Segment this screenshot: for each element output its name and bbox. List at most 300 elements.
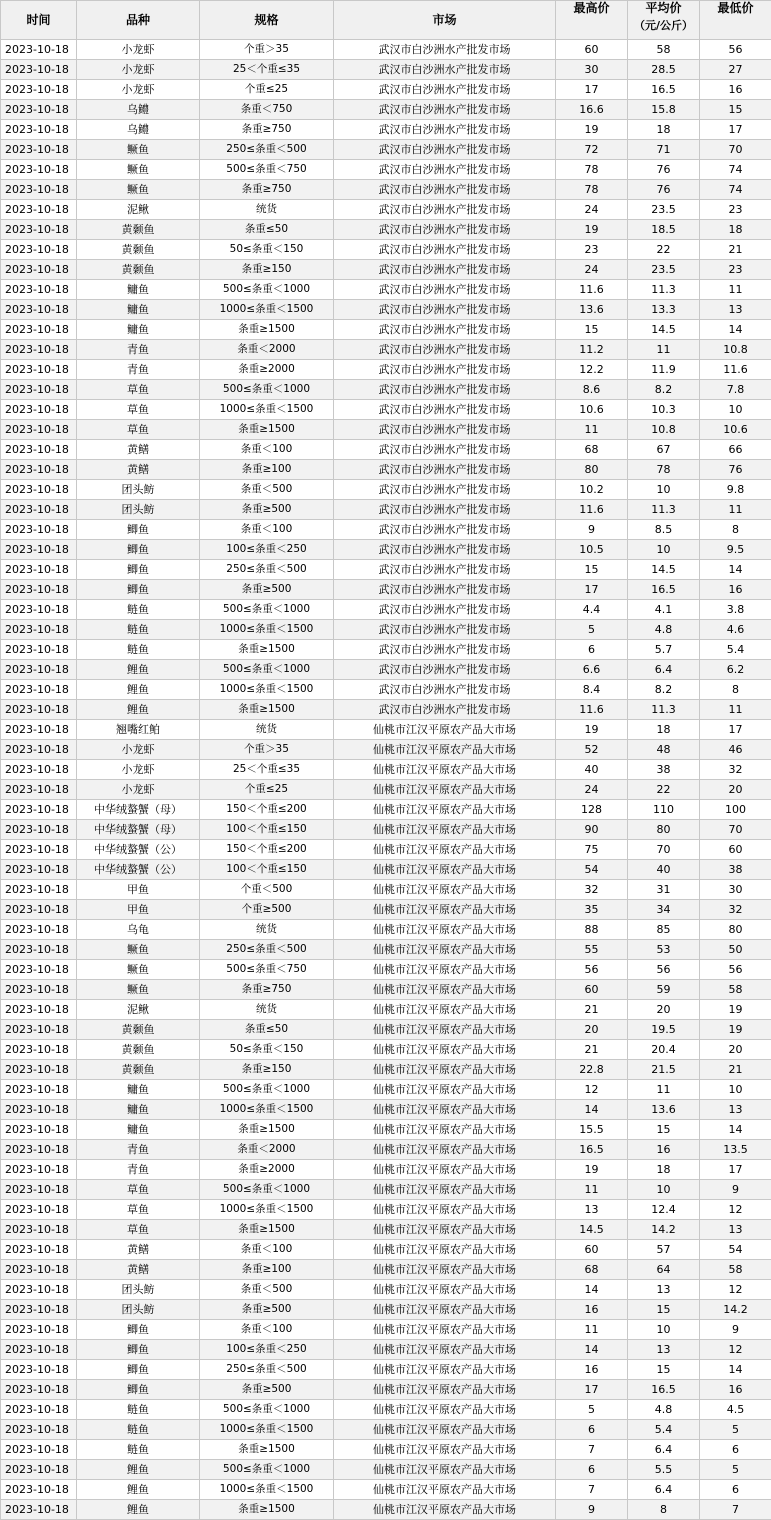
cell-time: 2023-10-18 — [1, 800, 77, 820]
cell-max-price: 19 — [556, 720, 628, 740]
cell-variety: 中华绒螯蟹（母） — [77, 820, 200, 840]
cell-spec: 250≤条重＜500 — [200, 140, 334, 160]
cell-market: 仙桃市江汉平原农产品大市场 — [334, 1220, 556, 1240]
table-row — [1, 460, 771, 480]
cell-avg-price: 14.2 — [628, 1220, 700, 1240]
cell-max-price: 19 — [556, 120, 628, 140]
cell-max-price: 10.2 — [556, 480, 628, 500]
cell-market: 武汉市白沙洲水产批发市场 — [334, 200, 556, 220]
cell-time: 2023-10-18 — [1, 700, 77, 720]
cell-market: 仙桃市江汉平原农产品大市场 — [334, 1280, 556, 1300]
cell-max-price: 10.6 — [556, 400, 628, 420]
cell-spec: 条重≥500 — [200, 1300, 334, 1320]
cell-variety: 小龙虾 — [77, 780, 200, 800]
cell-spec: 100＜个重≤150 — [200, 860, 334, 880]
cell-time: 2023-10-18 — [1, 720, 77, 740]
table-row — [1, 1280, 771, 1300]
cell-avg-price: 58 — [628, 40, 700, 60]
cell-avg-price: 14.5 — [628, 320, 700, 340]
cell-avg-price: 15.8 — [628, 100, 700, 120]
cell-spec: 500≤条重＜1000 — [200, 660, 334, 680]
cell-avg-price: 6.4 — [628, 660, 700, 680]
table-row — [1, 680, 771, 700]
cell-market: 仙桃市江汉平原农产品大市场 — [334, 1460, 556, 1480]
cell-variety: 中华绒螯蟹（公） — [77, 840, 200, 860]
cell-time: 2023-10-18 — [1, 1220, 77, 1240]
cell-spec: 条重≥1500 — [200, 640, 334, 660]
cell-time: 2023-10-18 — [1, 540, 77, 560]
cell-spec: 100＜个重≤150 — [200, 820, 334, 840]
cell-min-price: 23 — [700, 260, 771, 280]
cell-avg-price: 16 — [628, 1140, 700, 1160]
cell-market: 武汉市白沙洲水产批发市场 — [334, 640, 556, 660]
cell-max-price: 60 — [556, 1240, 628, 1260]
table-row — [1, 1000, 771, 1020]
cell-max-price: 32 — [556, 880, 628, 900]
cell-max-price: 14 — [556, 1100, 628, 1120]
cell-time: 2023-10-18 — [1, 1060, 77, 1080]
cell-min-price: 56 — [700, 40, 771, 60]
cell-variety: 鳜鱼 — [77, 160, 200, 180]
cell-min-price: 13.5 — [700, 1140, 771, 1160]
cell-max-price: 7 — [556, 1480, 628, 1500]
cell-min-price: 27 — [700, 60, 771, 80]
cell-market: 仙桃市江汉平原农产品大市场 — [334, 780, 556, 800]
cell-avg-price: 40 — [628, 860, 700, 880]
cell-spec: 条重≤50 — [200, 220, 334, 240]
table-row — [1, 500, 771, 520]
cell-market: 仙桃市江汉平原农产品大市场 — [334, 1360, 556, 1380]
cell-time: 2023-10-18 — [1, 160, 77, 180]
cell-max-price: 30 — [556, 60, 628, 80]
cell-min-price: 50 — [700, 940, 771, 960]
cell-avg-price: 13.6 — [628, 1100, 700, 1120]
cell-min-price: 16 — [700, 580, 771, 600]
cell-market: 仙桃市江汉平原农产品大市场 — [334, 820, 556, 840]
cell-variety: 鲢鱼 — [77, 600, 200, 620]
cell-variety: 黄鳝 — [77, 460, 200, 480]
table-row — [1, 40, 771, 60]
cell-min-price: 13 — [700, 1100, 771, 1120]
cell-variety: 泥鳅 — [77, 200, 200, 220]
cell-market: 仙桃市江汉平原农产品大市场 — [334, 940, 556, 960]
cell-max-price: 8.4 — [556, 680, 628, 700]
cell-max-price: 52 — [556, 740, 628, 760]
cell-spec: 条重≥750 — [200, 180, 334, 200]
cell-avg-price: 20 — [628, 1000, 700, 1020]
cell-max-price: 24 — [556, 780, 628, 800]
cell-avg-price: 5.5 — [628, 1460, 700, 1480]
cell-min-price: 16 — [700, 1380, 771, 1400]
cell-spec: 条重＜100 — [200, 1240, 334, 1260]
cell-market: 武汉市白沙洲水产批发市场 — [334, 300, 556, 320]
cell-avg-price: 23.5 — [628, 260, 700, 280]
cell-variety: 鲫鱼 — [77, 1380, 200, 1400]
cell-spec: 500≤条重＜1000 — [200, 280, 334, 300]
cell-market: 仙桃市江汉平原农产品大市场 — [334, 1440, 556, 1460]
cell-spec: 条重≥1500 — [200, 1220, 334, 1240]
cell-min-price: 17 — [700, 120, 771, 140]
cell-time: 2023-10-18 — [1, 500, 77, 520]
cell-max-price: 16 — [556, 1360, 628, 1380]
cell-avg-price: 57 — [628, 1240, 700, 1260]
cell-min-price: 13 — [700, 1220, 771, 1240]
cell-time: 2023-10-18 — [1, 1140, 77, 1160]
cell-market: 仙桃市江汉平原农产品大市场 — [334, 840, 556, 860]
cell-time: 2023-10-18 — [1, 1020, 77, 1040]
cell-min-price: 14 — [700, 1120, 771, 1140]
cell-avg-price: 11.3 — [628, 500, 700, 520]
cell-variety: 黄颡鱼 — [77, 1060, 200, 1080]
cell-variety: 甲鱼 — [77, 900, 200, 920]
header-min-price: 最低价 — [700, 1, 771, 40]
cell-market: 武汉市白沙洲水产批发市场 — [334, 160, 556, 180]
cell-avg-price: 80 — [628, 820, 700, 840]
cell-variety: 鳙鱼 — [77, 280, 200, 300]
cell-max-price: 14.5 — [556, 1220, 628, 1240]
cell-market: 武汉市白沙洲水产批发市场 — [334, 700, 556, 720]
cell-time: 2023-10-18 — [1, 1100, 77, 1120]
cell-avg-price: 70 — [628, 840, 700, 860]
cell-variety: 小龙虾 — [77, 80, 200, 100]
cell-variety: 鳜鱼 — [77, 960, 200, 980]
cell-time: 2023-10-18 — [1, 840, 77, 860]
cell-spec: 条重≥1500 — [200, 1120, 334, 1140]
table-body — [1, 40, 771, 1520]
cell-min-price: 9 — [700, 1180, 771, 1200]
cell-avg-price: 85 — [628, 920, 700, 940]
cell-time: 2023-10-18 — [1, 420, 77, 440]
cell-avg-price: 110 — [628, 800, 700, 820]
cell-min-price: 23 — [700, 200, 771, 220]
cell-variety: 鲫鱼 — [77, 580, 200, 600]
cell-time: 2023-10-18 — [1, 860, 77, 880]
cell-market: 仙桃市江汉平原农产品大市场 — [334, 1120, 556, 1140]
table-row — [1, 1380, 771, 1400]
cell-time: 2023-10-18 — [1, 820, 77, 840]
cell-avg-price: 59 — [628, 980, 700, 1000]
cell-variety: 中华绒螯蟹（公） — [77, 860, 200, 880]
cell-spec: 条重≥150 — [200, 1060, 334, 1080]
cell-avg-price: 19.5 — [628, 1020, 700, 1040]
cell-time: 2023-10-18 — [1, 100, 77, 120]
cell-avg-price: 22 — [628, 240, 700, 260]
cell-variety: 小龙虾 — [77, 40, 200, 60]
cell-time: 2023-10-18 — [1, 220, 77, 240]
cell-max-price: 11 — [556, 1320, 628, 1340]
cell-market: 武汉市白沙洲水产批发市场 — [334, 600, 556, 620]
cell-market: 武汉市白沙洲水产批发市场 — [334, 180, 556, 200]
cell-spec: 25＜个重≤35 — [200, 760, 334, 780]
cell-spec: 1000≤条重＜1500 — [200, 1480, 334, 1500]
table-row — [1, 740, 771, 760]
cell-avg-price: 34 — [628, 900, 700, 920]
cell-max-price: 17 — [556, 580, 628, 600]
cell-market: 仙桃市江汉平原农产品大市场 — [334, 1160, 556, 1180]
table-row — [1, 160, 771, 180]
cell-time: 2023-10-18 — [1, 520, 77, 540]
cell-spec: 100≤条重＜250 — [200, 1340, 334, 1360]
cell-time: 2023-10-18 — [1, 60, 77, 80]
cell-spec: 50≤条重＜150 — [200, 240, 334, 260]
table-row — [1, 280, 771, 300]
table-row — [1, 380, 771, 400]
cell-avg-price: 10 — [628, 1320, 700, 1340]
cell-avg-price: 18.5 — [628, 220, 700, 240]
cell-variety: 鲫鱼 — [77, 560, 200, 580]
cell-max-price: 13.6 — [556, 300, 628, 320]
cell-avg-price: 10 — [628, 1180, 700, 1200]
cell-variety: 鲢鱼 — [77, 1420, 200, 1440]
cell-min-price: 12 — [700, 1340, 771, 1360]
cell-time: 2023-10-18 — [1, 400, 77, 420]
cell-max-price: 78 — [556, 180, 628, 200]
header-row — [1, 1, 771, 40]
cell-market: 仙桃市江汉平原农产品大市场 — [334, 720, 556, 740]
table-row — [1, 360, 771, 380]
cell-time: 2023-10-18 — [1, 1160, 77, 1180]
table-row — [1, 560, 771, 580]
cell-avg-price: 18 — [628, 1160, 700, 1180]
cell-max-price: 11.6 — [556, 700, 628, 720]
cell-time: 2023-10-18 — [1, 1240, 77, 1260]
cell-min-price: 20 — [700, 1040, 771, 1060]
table-row — [1, 220, 771, 240]
cell-spec: 条重≥100 — [200, 460, 334, 480]
cell-avg-price: 76 — [628, 180, 700, 200]
cell-variety: 鳙鱼 — [77, 320, 200, 340]
table-row — [1, 860, 771, 880]
cell-variety: 黄颡鱼 — [77, 1020, 200, 1040]
cell-time: 2023-10-18 — [1, 1360, 77, 1380]
cell-time: 2023-10-18 — [1, 440, 77, 460]
cell-max-price: 16.5 — [556, 1140, 628, 1160]
table-row — [1, 1420, 771, 1440]
cell-spec: 统货 — [200, 920, 334, 940]
table-row — [1, 700, 771, 720]
cell-avg-price: 8.5 — [628, 520, 700, 540]
cell-avg-price: 5.7 — [628, 640, 700, 660]
cell-spec: 条重≥500 — [200, 500, 334, 520]
cell-min-price: 100 — [700, 800, 771, 820]
cell-spec: 250≤条重＜500 — [200, 560, 334, 580]
cell-time: 2023-10-18 — [1, 960, 77, 980]
table-row — [1, 1120, 771, 1140]
cell-time: 2023-10-18 — [1, 560, 77, 580]
cell-variety: 黄颡鱼 — [77, 1040, 200, 1060]
cell-market: 武汉市白沙洲水产批发市场 — [334, 420, 556, 440]
cell-min-price: 56 — [700, 960, 771, 980]
cell-time: 2023-10-18 — [1, 1480, 77, 1500]
cell-avg-price: 28.5 — [628, 60, 700, 80]
cell-spec: 个重＞35 — [200, 740, 334, 760]
table-row — [1, 520, 771, 540]
cell-min-price: 17 — [700, 1160, 771, 1180]
cell-max-price: 54 — [556, 860, 628, 880]
cell-time: 2023-10-18 — [1, 980, 77, 1000]
cell-spec: 500≤条重＜1000 — [200, 1080, 334, 1100]
cell-time: 2023-10-18 — [1, 340, 77, 360]
cell-spec: 500≤条重＜750 — [200, 960, 334, 980]
cell-avg-price: 12.4 — [628, 1200, 700, 1220]
cell-min-price: 10.6 — [700, 420, 771, 440]
cell-market: 武汉市白沙洲水产批发市场 — [334, 520, 556, 540]
table-row — [1, 800, 771, 820]
cell-min-price: 9 — [700, 1320, 771, 1340]
table-row — [1, 1240, 771, 1260]
cell-min-price: 66 — [700, 440, 771, 460]
cell-variety: 鲢鱼 — [77, 620, 200, 640]
cell-variety: 小龙虾 — [77, 60, 200, 80]
cell-max-price: 6 — [556, 1420, 628, 1440]
table-row — [1, 400, 771, 420]
cell-market: 武汉市白沙洲水产批发市场 — [334, 260, 556, 280]
cell-spec: 条重＜100 — [200, 440, 334, 460]
table-row — [1, 180, 771, 200]
cell-min-price: 70 — [700, 820, 771, 840]
cell-market: 武汉市白沙洲水产批发市场 — [334, 320, 556, 340]
cell-time: 2023-10-18 — [1, 1180, 77, 1200]
cell-max-price: 7 — [556, 1440, 628, 1460]
cell-time: 2023-10-18 — [1, 40, 77, 60]
cell-max-price: 9 — [556, 1500, 628, 1520]
cell-avg-price: 11.3 — [628, 280, 700, 300]
cell-market: 仙桃市江汉平原农产品大市场 — [334, 1480, 556, 1500]
cell-variety: 鲢鱼 — [77, 1440, 200, 1460]
header-market: 市场 — [334, 1, 556, 40]
cell-min-price: 32 — [700, 900, 771, 920]
table-row — [1, 80, 771, 100]
cell-avg-price: 56 — [628, 960, 700, 980]
cell-min-price: 7.8 — [700, 380, 771, 400]
cell-avg-price: 10.8 — [628, 420, 700, 440]
table-row — [1, 1040, 771, 1060]
cell-min-price: 15 — [700, 100, 771, 120]
cell-avg-price: 6.4 — [628, 1440, 700, 1460]
cell-max-price: 78 — [556, 160, 628, 180]
cell-max-price: 5 — [556, 620, 628, 640]
cell-spec: 个重≤25 — [200, 80, 334, 100]
cell-time: 2023-10-18 — [1, 320, 77, 340]
cell-min-price: 19 — [700, 1000, 771, 1020]
table-row — [1, 960, 771, 980]
cell-max-price: 23 — [556, 240, 628, 260]
table-row — [1, 120, 771, 140]
cell-min-price: 13 — [700, 300, 771, 320]
cell-variety: 甲鱼 — [77, 880, 200, 900]
cell-max-price: 13 — [556, 1200, 628, 1220]
header-spec: 规格 — [200, 1, 334, 40]
cell-spec: 150＜个重≤200 — [200, 800, 334, 820]
cell-max-price: 19 — [556, 220, 628, 240]
cell-avg-price: 31 — [628, 880, 700, 900]
cell-variety: 鳜鱼 — [77, 140, 200, 160]
cell-spec: 条重＜100 — [200, 520, 334, 540]
cell-time: 2023-10-18 — [1, 1400, 77, 1420]
cell-variety: 鲤鱼 — [77, 1460, 200, 1480]
cell-avg-price: 6.4 — [628, 1480, 700, 1500]
cell-max-price: 88 — [556, 920, 628, 940]
cell-market: 武汉市白沙洲水产批发市场 — [334, 140, 556, 160]
table-row — [1, 620, 771, 640]
cell-spec: 1000≤条重＜1500 — [200, 300, 334, 320]
cell-max-price: 72 — [556, 140, 628, 160]
cell-max-price: 15 — [556, 560, 628, 580]
cell-variety: 团头鲂 — [77, 1280, 200, 1300]
cell-spec: 100≤条重＜250 — [200, 540, 334, 560]
table-row — [1, 760, 771, 780]
cell-avg-price: 64 — [628, 1260, 700, 1280]
table-row — [1, 1320, 771, 1340]
cell-min-price: 5.4 — [700, 640, 771, 660]
cell-market: 仙桃市江汉平原农产品大市场 — [334, 1180, 556, 1200]
cell-variety: 翘嘴红鲌 — [77, 720, 200, 740]
cell-min-price: 58 — [700, 980, 771, 1000]
cell-avg-price: 4.8 — [628, 620, 700, 640]
cell-max-price: 21 — [556, 1040, 628, 1060]
cell-market: 武汉市白沙洲水产批发市场 — [334, 460, 556, 480]
table-row — [1, 720, 771, 740]
cell-variety: 中华绒螯蟹（母） — [77, 800, 200, 820]
cell-min-price: 17 — [700, 720, 771, 740]
table-row — [1, 440, 771, 460]
table-row — [1, 580, 771, 600]
table-row — [1, 980, 771, 1000]
table-row — [1, 780, 771, 800]
cell-market: 仙桃市江汉平原农产品大市场 — [334, 1080, 556, 1100]
cell-min-price: 58 — [700, 1260, 771, 1280]
cell-time: 2023-10-18 — [1, 1120, 77, 1140]
cell-max-price: 40 — [556, 760, 628, 780]
cell-time: 2023-10-18 — [1, 580, 77, 600]
cell-variety: 乌鳢 — [77, 100, 200, 120]
cell-avg-price: 8 — [628, 1500, 700, 1520]
cell-market: 仙桃市江汉平原农产品大市场 — [334, 1320, 556, 1340]
cell-spec: 25＜个重≤35 — [200, 60, 334, 80]
cell-min-price: 54 — [700, 1240, 771, 1260]
cell-market: 武汉市白沙洲水产批发市场 — [334, 680, 556, 700]
table-row — [1, 100, 771, 120]
cell-time: 2023-10-18 — [1, 640, 77, 660]
cell-avg-price: 11.3 — [628, 700, 700, 720]
cell-min-price: 70 — [700, 140, 771, 160]
cell-max-price: 12.2 — [556, 360, 628, 380]
cell-spec: 500≤条重＜1000 — [200, 380, 334, 400]
cell-avg-price: 18 — [628, 120, 700, 140]
cell-spec: 条重≥750 — [200, 980, 334, 1000]
cell-time: 2023-10-18 — [1, 740, 77, 760]
table-row — [1, 260, 771, 280]
cell-spec: 条重＜500 — [200, 1280, 334, 1300]
cell-time: 2023-10-18 — [1, 600, 77, 620]
cell-variety: 黄颡鱼 — [77, 260, 200, 280]
cell-variety: 团头鲂 — [77, 500, 200, 520]
cell-market: 仙桃市江汉平原农产品大市场 — [334, 1500, 556, 1520]
cell-max-price: 6.6 — [556, 660, 628, 680]
cell-min-price: 38 — [700, 860, 771, 880]
cell-spec: 条重≥2000 — [200, 1160, 334, 1180]
cell-min-price: 21 — [700, 1060, 771, 1080]
cell-variety: 黄颡鱼 — [77, 240, 200, 260]
cell-time: 2023-10-18 — [1, 1500, 77, 1520]
cell-time: 2023-10-18 — [1, 380, 77, 400]
cell-time: 2023-10-18 — [1, 680, 77, 700]
cell-avg-price: 4.1 — [628, 600, 700, 620]
cell-spec: 个重＞35 — [200, 40, 334, 60]
cell-max-price: 19 — [556, 1160, 628, 1180]
cell-avg-price: 20.4 — [628, 1040, 700, 1060]
cell-variety: 鲫鱼 — [77, 520, 200, 540]
